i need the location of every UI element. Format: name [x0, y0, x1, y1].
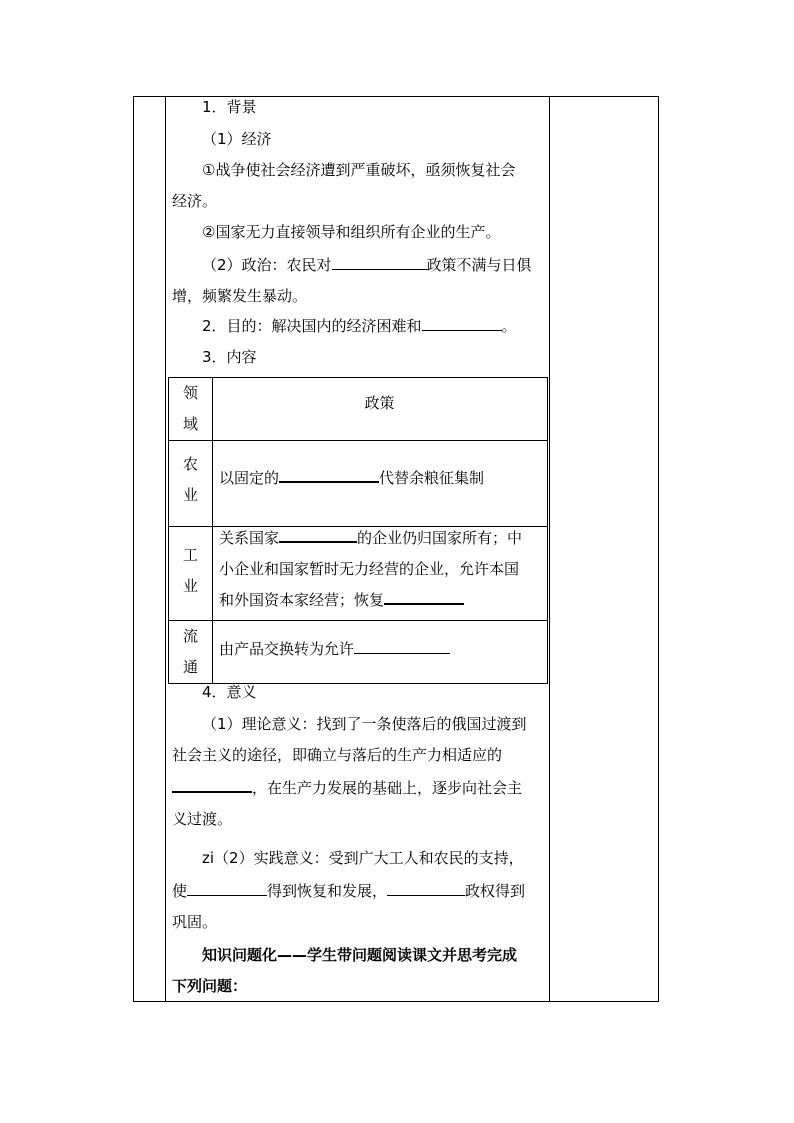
- theory-line1: （1）理论意义：找到了一条使落后的俄国过渡到: [202, 715, 527, 733]
- industry-policy-line2: 小企业和国家暂时无力经营的企业，允许本国: [219, 560, 520, 578]
- fill-blank[interactable]: [422, 316, 502, 331]
- circulation-policy: 由产品交换转为允许: [219, 634, 547, 665]
- economy-heading: （1）经济: [202, 130, 272, 148]
- theory-line3: ，在生产力发展的基础上，逐步向社会主: [172, 773, 548, 804]
- table-row-divider: [169, 440, 547, 441]
- left-column-divider: [165, 97, 166, 1001]
- theory-line2: 社会主义的途径，即确立与落后的生产力相适应的: [172, 746, 503, 764]
- agriculture-policy: 以固定的 代替余粮征集制: [219, 469, 485, 487]
- fill-blank[interactable]: [187, 881, 267, 896]
- fill-blank[interactable]: [279, 467, 379, 483]
- economy-point-1-line1: ①战争使社会经济遭到严重破坏，亟须恢复社会: [202, 161, 516, 179]
- fill-blank[interactable]: [384, 589, 464, 605]
- goal-line: 2．目的：解决国内的经济困难和 。: [202, 317, 517, 335]
- content-heading: 3．内容: [202, 348, 257, 366]
- fill-blank[interactable]: [279, 527, 357, 543]
- background-heading: 1．背景: [202, 98, 257, 116]
- header-field-label: 领 域: [182, 384, 198, 433]
- industry-label: 工 业: [182, 546, 198, 595]
- table-row-divider: [169, 620, 547, 621]
- practice-line2: 使 得到恢复和发展， 政权得到: [172, 882, 526, 900]
- economy-point-2: ②国家无力直接领导和组织所有企业的生产。: [202, 223, 501, 241]
- agriculture-label: 农 业: [182, 455, 198, 504]
- fill-blank[interactable]: [332, 255, 427, 270]
- policy-table: [168, 377, 548, 684]
- header-policy-label: 政策: [364, 394, 395, 412]
- industry-policy-line3: 和外国资本家经营；恢复: [219, 585, 547, 616]
- fill-blank[interactable]: [387, 881, 465, 896]
- economy-point-1-line2: 经济。: [172, 192, 218, 210]
- task-line1: 知识问题化——学生带问题阅读课文并思考完成: [202, 946, 518, 964]
- politics-line2: 增，频繁发生暴动。: [172, 287, 308, 305]
- table-column-divider: [212, 378, 213, 683]
- fill-blank[interactable]: [172, 777, 252, 793]
- politics-line1: （2）政治：农民对 政策不满与日俱: [202, 256, 532, 274]
- circulation-label: 流 通: [182, 627, 198, 676]
- practice-line3: 巩固。: [172, 913, 218, 931]
- meaning-heading: 4．意义: [202, 683, 257, 701]
- practice-line1: zi（2）实践意义：受到广大工人和农民的支持，: [202, 849, 524, 867]
- task-line2: 下列问题：: [172, 977, 248, 995]
- theory-line4: 义过渡。: [172, 810, 233, 828]
- fill-blank[interactable]: [354, 639, 450, 654]
- industry-policy-line1: 关系国家 的企业仍归国家所有；中: [219, 529, 523, 547]
